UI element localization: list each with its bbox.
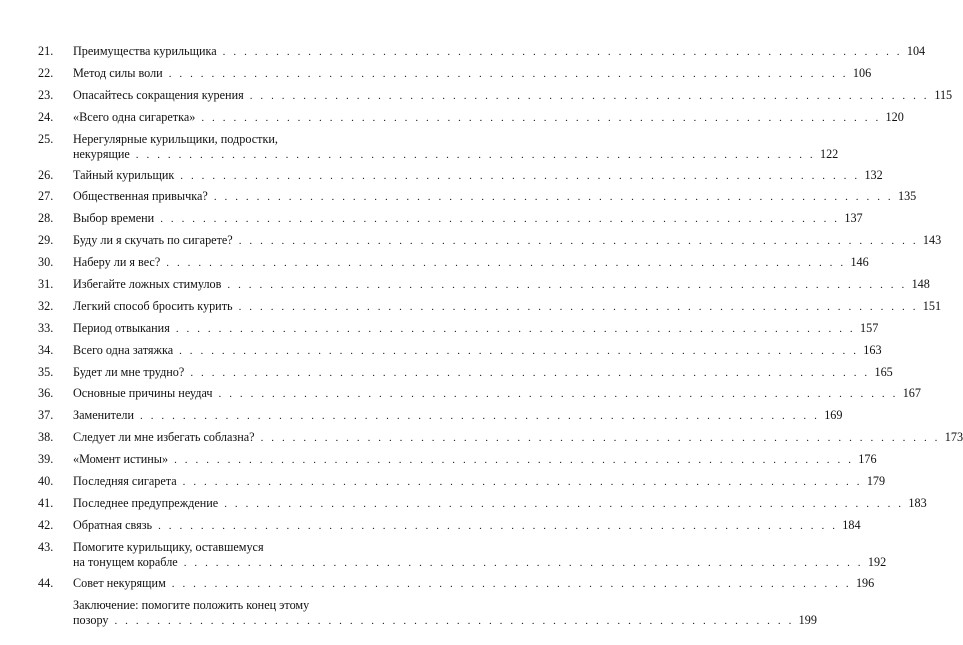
dot-leader: . . . . . . . . . . . . . . . . . . . . . . . . . . . . . . . . . . . . . . . . . . . . . . . . . . . . . . . . . . . . . . . .: [179, 344, 859, 357]
toc-entry-body: [73, 298, 942, 321]
chapter-title: Преимущества курильщика: [73, 44, 217, 58]
chapter-title: Последнее предупреждение: [73, 495, 219, 510]
chapter-number: 37.: [38, 408, 54, 423]
page-number: 163: [863, 342, 882, 357]
chapter-title: Основные причины неудач: [73, 386, 213, 401]
toc-entry-line: [73, 146, 839, 163]
toc-entry-line: [73, 65, 872, 82]
chapter-number: 36.: [38, 386, 54, 401]
toc-entry[interactable]: [38, 189, 917, 211]
page-number: 148: [911, 277, 930, 292]
page-number: 120: [885, 109, 904, 124]
dot-leader: . . . . . . . . . . . . . . . . . . . . . . . . . . . . . . . . . . . . . . . . . . . . . . . . . . . . . . . . . . . . . . . .: [180, 169, 860, 182]
toc-entry[interactable]: [38, 474, 886, 496]
toc-entry-line: [73, 598, 360, 613]
page-number: 184: [842, 517, 861, 532]
chapter-number: 38.: [38, 430, 54, 445]
toc-entry-line: [73, 474, 886, 490]
toc-entry-line: [73, 517, 861, 534]
toc-entry[interactable]: [38, 87, 953, 110]
table-of-contents: [38, 44, 963, 634]
toc-entry-body: [73, 517, 861, 540]
dot-leader: . . . . . . . . . . . . . . . . . . . . . . . . . . . . . . . . . . . . . . . . . . . . . . . . . . . . . . . . . . . . . . . .: [190, 366, 870, 379]
toc-entry-line: [73, 189, 917, 205]
chapter-title: Последняя сигарета: [73, 474, 177, 489]
chapter-number: 43.: [38, 539, 54, 554]
chapter-number: 30.: [38, 255, 54, 270]
dot-leader: . . . . . . . . . . . . . . . . . . . . . . . . . . . . . . . . . . . . . . . . . . . . . . . . . . . . . . . . . . . . . . . .: [201, 111, 881, 124]
toc-entry-body: [73, 320, 879, 343]
page-number: 173: [944, 430, 963, 445]
toc-entry-line: [73, 87, 953, 104]
chapter-number: 35.: [38, 364, 54, 379]
chapter-title: на тонущем корабле: [73, 554, 178, 569]
toc-entry[interactable]: [38, 452, 877, 474]
dot-leader: . . . . . . . . . . . . . . . . . . . . . . . . . . . . . . . . . . . . . . . . . . . . . . . . . . . . . . . . . . . . . . . .: [114, 614, 794, 627]
toc-entry-body: [73, 430, 963, 452]
chapter-title: «Всего одна сигаретка»: [73, 109, 196, 124]
chapter-number: 25.: [38, 131, 54, 146]
page-number: 135: [897, 189, 917, 204]
toc-entry-body: [73, 167, 883, 190]
chapter-title: Общественная привычка?: [73, 189, 208, 204]
chapter-title: Период отвыкания: [73, 320, 170, 335]
toc-entry[interactable]: [38, 408, 843, 430]
toc-entry-body: [73, 386, 921, 408]
toc-entry-body: [73, 452, 877, 474]
toc-entry[interactable]: [38, 255, 869, 277]
dot-leader: . . . . . . . . . . . . . . . . . . . . . . . . . . . . . . . . . . . . . . . . . . . . . . . . . . . . . . . . . . . . . . . .: [218, 388, 898, 401]
page-number: 169: [824, 408, 843, 423]
page-number: 122: [819, 146, 839, 161]
chapter-number: 39.: [38, 452, 54, 467]
dot-leader: . . . . . . . . . . . . . . . . . . . . . . . . . . . . . . . . . . . . . . . . . . . . . . . . . . . . . . . . . . . . . . . .: [260, 432, 941, 445]
toc-entry-line: [73, 132, 360, 147]
chapter-title: Обратная связь: [73, 517, 153, 532]
chapter-title: Заменители: [73, 408, 135, 423]
toc-entry-line: [73, 320, 879, 337]
toc-entry-body: [73, 474, 886, 496]
chapter-number: 24.: [38, 109, 54, 124]
chapter-number: 28.: [38, 211, 54, 226]
toc-entry-body: [73, 575, 875, 598]
toc-entry[interactable]: [38, 539, 887, 576]
page-number: 165: [874, 364, 893, 379]
chapter-title: Выбор времени: [73, 211, 155, 226]
chapter-title: некурящие: [73, 146, 130, 161]
chapter-title: Буду ли я скучать по сигарете?: [73, 233, 233, 248]
chapter-number: 23.: [38, 87, 54, 102]
dot-leader: . . . . . . . . . . . . . . . . . . . . . . . . . . . . . . . . . . . . . . . . . . . . . . . . . . . . . . . . . . . . . . . .: [249, 89, 930, 102]
page-number: 196: [855, 575, 875, 590]
page-number: 137: [844, 211, 863, 226]
chapter-title: Всего одна затяжка: [73, 342, 174, 357]
toc-entry-body: [73, 211, 863, 233]
chapter-number: 21.: [38, 44, 54, 58]
chapter-number: [38, 598, 73, 634]
chapter-number: 32.: [38, 298, 54, 313]
toc-entry-body: [73, 87, 953, 110]
dot-leader: . . . . . . . . . . . . . . . . . . . . . . . . . . . . . . . . . . . . . . . . . . . . . . . . . . . . . . . . . . . . . . . .: [224, 497, 904, 510]
dot-leader: . . . . . . . . . . . . . . . . . . . . . . . . . . . . . . . . . . . . . . . . . . . . . . . . . . . . . . . . . . . . . . . .: [174, 454, 854, 467]
chapter-title: Следует ли мне избегать соблазна?: [73, 430, 255, 445]
page-number: 106: [852, 65, 872, 80]
toc-entry-line: [73, 277, 930, 293]
toc-entry[interactable]: [38, 342, 882, 365]
chapter-number: 29.: [38, 233, 54, 248]
dot-leader: . . . . . . . . . . . . . . . . . . . . . . . . . . . . . . . . . . . . . . . . . . . . . . . . . . . . . . . . . . . . . . . .: [175, 322, 856, 335]
toc-entry-line: [73, 612, 817, 629]
page-number: 146: [850, 255, 869, 270]
chapter-title: «Момент истины»: [73, 452, 169, 467]
toc-entry-line: [73, 44, 926, 60]
toc-entry-line: [73, 233, 942, 249]
chapter-number: 31.: [38, 277, 54, 292]
chapter-title: Помогите курильщику, оставшемуся: [73, 539, 264, 554]
page-number: 115: [934, 87, 953, 102]
chapter-title: позору: [73, 612, 109, 627]
toc-entry-body: [73, 189, 917, 211]
dot-leader: . . . . . . . . . . . . . . . . . . . . . . . . . . . . . . . . . . . . . . . . . . . . . . . . . . . . . . . . . . . . . . . .: [168, 67, 849, 80]
toc-entry[interactable]: [38, 430, 963, 452]
toc-entry-body: [73, 597, 817, 634]
dot-leader: . . . . . . . . . . . . . . . . . . . . . . . . . . . . . . . . . . . . . . . . . . . . . . . . . . . . . . . . . . . . . . . .: [160, 213, 840, 226]
dot-leader: . . . . . . . . . . . . . . . . . . . . . . . . . . . . . . . . . . . . . . . . . . . . . . . . . . . . . . . . . . . . . . . .: [238, 300, 919, 313]
chapter-title: Опасайтесь сокращения курения: [73, 87, 244, 102]
chapter-title: Нерегулярные курильщики, подростки,: [73, 131, 278, 146]
toc-entry-body: [73, 233, 942, 255]
toc-entry-line: [73, 364, 893, 381]
dot-leader: . . . . . . . . . . . . . . . . . . . . . . . . . . . . . . . . . . . . . . . . . . . . . . . . . . . . . . . . . . . . . . . .: [227, 279, 907, 292]
dot-leader: . . . . . . . . . . . . . . . . . . . . . . . . . . . . . . . . . . . . . . . . . . . . . . . . . . . . . . . . . . . . . . . .: [222, 46, 903, 58]
toc-entry-line: [73, 386, 921, 402]
toc-entry-line: [73, 211, 863, 227]
toc-entry-body: [73, 342, 882, 365]
dot-leader: . . . . . . . . . . . . . . . . . . . . . . . . . . . . . . . . . . . . . . . . . . . . . . . . . . . . . . . . . . . . . . . .: [182, 476, 863, 489]
toc-entry[interactable]: [38, 320, 879, 343]
chapter-title: Избегайте ложных стимулов: [73, 277, 222, 292]
chapter-title: Тайный курильщик: [73, 167, 175, 182]
chapter-number: 22.: [38, 65, 54, 80]
chapter-number: 33.: [38, 320, 54, 335]
toc-entry[interactable]: [38, 109, 904, 132]
chapter-title: Наберу ли я вес?: [73, 255, 161, 270]
toc-entry-line: [73, 342, 882, 359]
toc-entry-body: [73, 539, 887, 576]
toc-entry[interactable]: [38, 495, 927, 518]
dot-leader: . . . . . . . . . . . . . . . . . . . . . . . . . . . . . . . . . . . . . . . . . . . . . . . . . . . . . . . . . . . . . . . .: [238, 235, 919, 248]
toc-entry[interactable]: [38, 575, 875, 598]
chapter-number: 34.: [38, 342, 54, 357]
page-number: 143: [922, 233, 942, 248]
toc-entry[interactable]: [38, 233, 942, 255]
dot-leader: . . . . . . . . . . . . . . . . . . . . . . . . . . . . . . . . . . . . . . . . . . . . . . . . . . . . . . . . . . . . . . . .: [213, 191, 894, 204]
chapter-title: Легкий способ бросить курить: [73, 298, 233, 313]
toc-entry[interactable]: [38, 298, 942, 321]
toc-entry-body: [73, 255, 869, 277]
toc-entry[interactable]: [38, 44, 926, 66]
toc-entry[interactable]: [38, 167, 883, 190]
toc-entry-line: [73, 298, 942, 315]
toc-entry-body: [73, 495, 927, 518]
page-number: 183: [908, 495, 927, 510]
page-number: 104: [906, 44, 926, 58]
dot-leader: . . . . . . . . . . . . . . . . . . . . . . . . . . . . . . . . . . . . . . . . . . . . . . . . . . . . . . . . . . . . . . . .: [183, 556, 864, 569]
chapter-number: 27.: [38, 189, 54, 204]
toc-entry-line: [73, 452, 877, 468]
toc-entry-body: [73, 131, 839, 168]
toc-entry-line: [73, 255, 869, 271]
toc-entry-line: [73, 575, 875, 592]
chapter-title: Совет некурящим: [73, 575, 166, 590]
toc-entry[interactable]: [38, 364, 893, 387]
chapter-number: 40.: [38, 474, 54, 489]
dot-leader: . . . . . . . . . . . . . . . . . . . . . . . . . . . . . . . . . . . . . . . . . . . . . . . . . . . . . . . . . . . . . . . .: [171, 577, 852, 590]
page-number: 132: [864, 167, 883, 182]
chapter-number: 44.: [38, 575, 54, 590]
page-number: 192: [867, 554, 887, 569]
toc-entry-body: [73, 44, 926, 66]
toc-entry-line: [73, 540, 360, 555]
toc-entry[interactable]: [38, 597, 817, 634]
dot-leader: . . . . . . . . . . . . . . . . . . . . . . . . . . . . . . . . . . . . . . . . . . . . . . . . . . . . . . . . . . . . . . . .: [158, 519, 838, 532]
page-number: 199: [798, 612, 817, 627]
dot-leader: . . . . . . . . . . . . . . . . . . . . . . . . . . . . . . . . . . . . . . . . . . . . . . . . . . . . . . . . . . . . . . . .: [140, 410, 820, 423]
toc-entry-line: [73, 109, 904, 126]
toc-entry-body: [73, 364, 893, 387]
toc-entry[interactable]: [38, 65, 872, 88]
dot-leader: . . . . . . . . . . . . . . . . . . . . . . . . . . . . . . . . . . . . . . . . . . . . . . . . . . . . . . . . . . . . . . . .: [135, 148, 816, 161]
page-number: 157: [860, 320, 879, 335]
page-number: 176: [858, 452, 877, 467]
toc-entry[interactable]: [38, 277, 930, 299]
page-number: 151: [922, 298, 942, 313]
toc-entry-body: [73, 109, 904, 132]
toc-entry-line: [73, 554, 887, 571]
chapter-title: Будет ли мне трудно?: [73, 364, 185, 379]
chapter-title: Заключение: помогите положить конец этому: [73, 597, 310, 612]
toc-entry-line: [73, 495, 927, 512]
toc-entry[interactable]: [38, 211, 863, 233]
chapter-number: 26.: [38, 167, 54, 182]
dot-leader: . . . . . . . . . . . . . . . . . . . . . . . . . . . . . . . . . . . . . . . . . . . . . . . . . . . . . . . . . . . . . . . .: [166, 257, 846, 270]
toc-entry[interactable]: [38, 517, 861, 540]
toc-entry[interactable]: [38, 131, 839, 168]
toc-entry-body: [73, 408, 843, 430]
page-number: 179: [866, 474, 886, 489]
toc-entry-line: [73, 430, 963, 446]
toc-entry[interactable]: [38, 386, 921, 408]
chapter-title: Метод силы воли: [73, 65, 163, 80]
chapter-number: 41.: [38, 495, 54, 510]
toc-entry-line: [73, 167, 883, 184]
toc-entry-line: [73, 408, 843, 424]
toc-entry-body: [73, 65, 872, 88]
page-number: 167: [902, 386, 921, 401]
toc-entry-body: [73, 277, 930, 299]
chapter-number: 42.: [38, 517, 54, 532]
